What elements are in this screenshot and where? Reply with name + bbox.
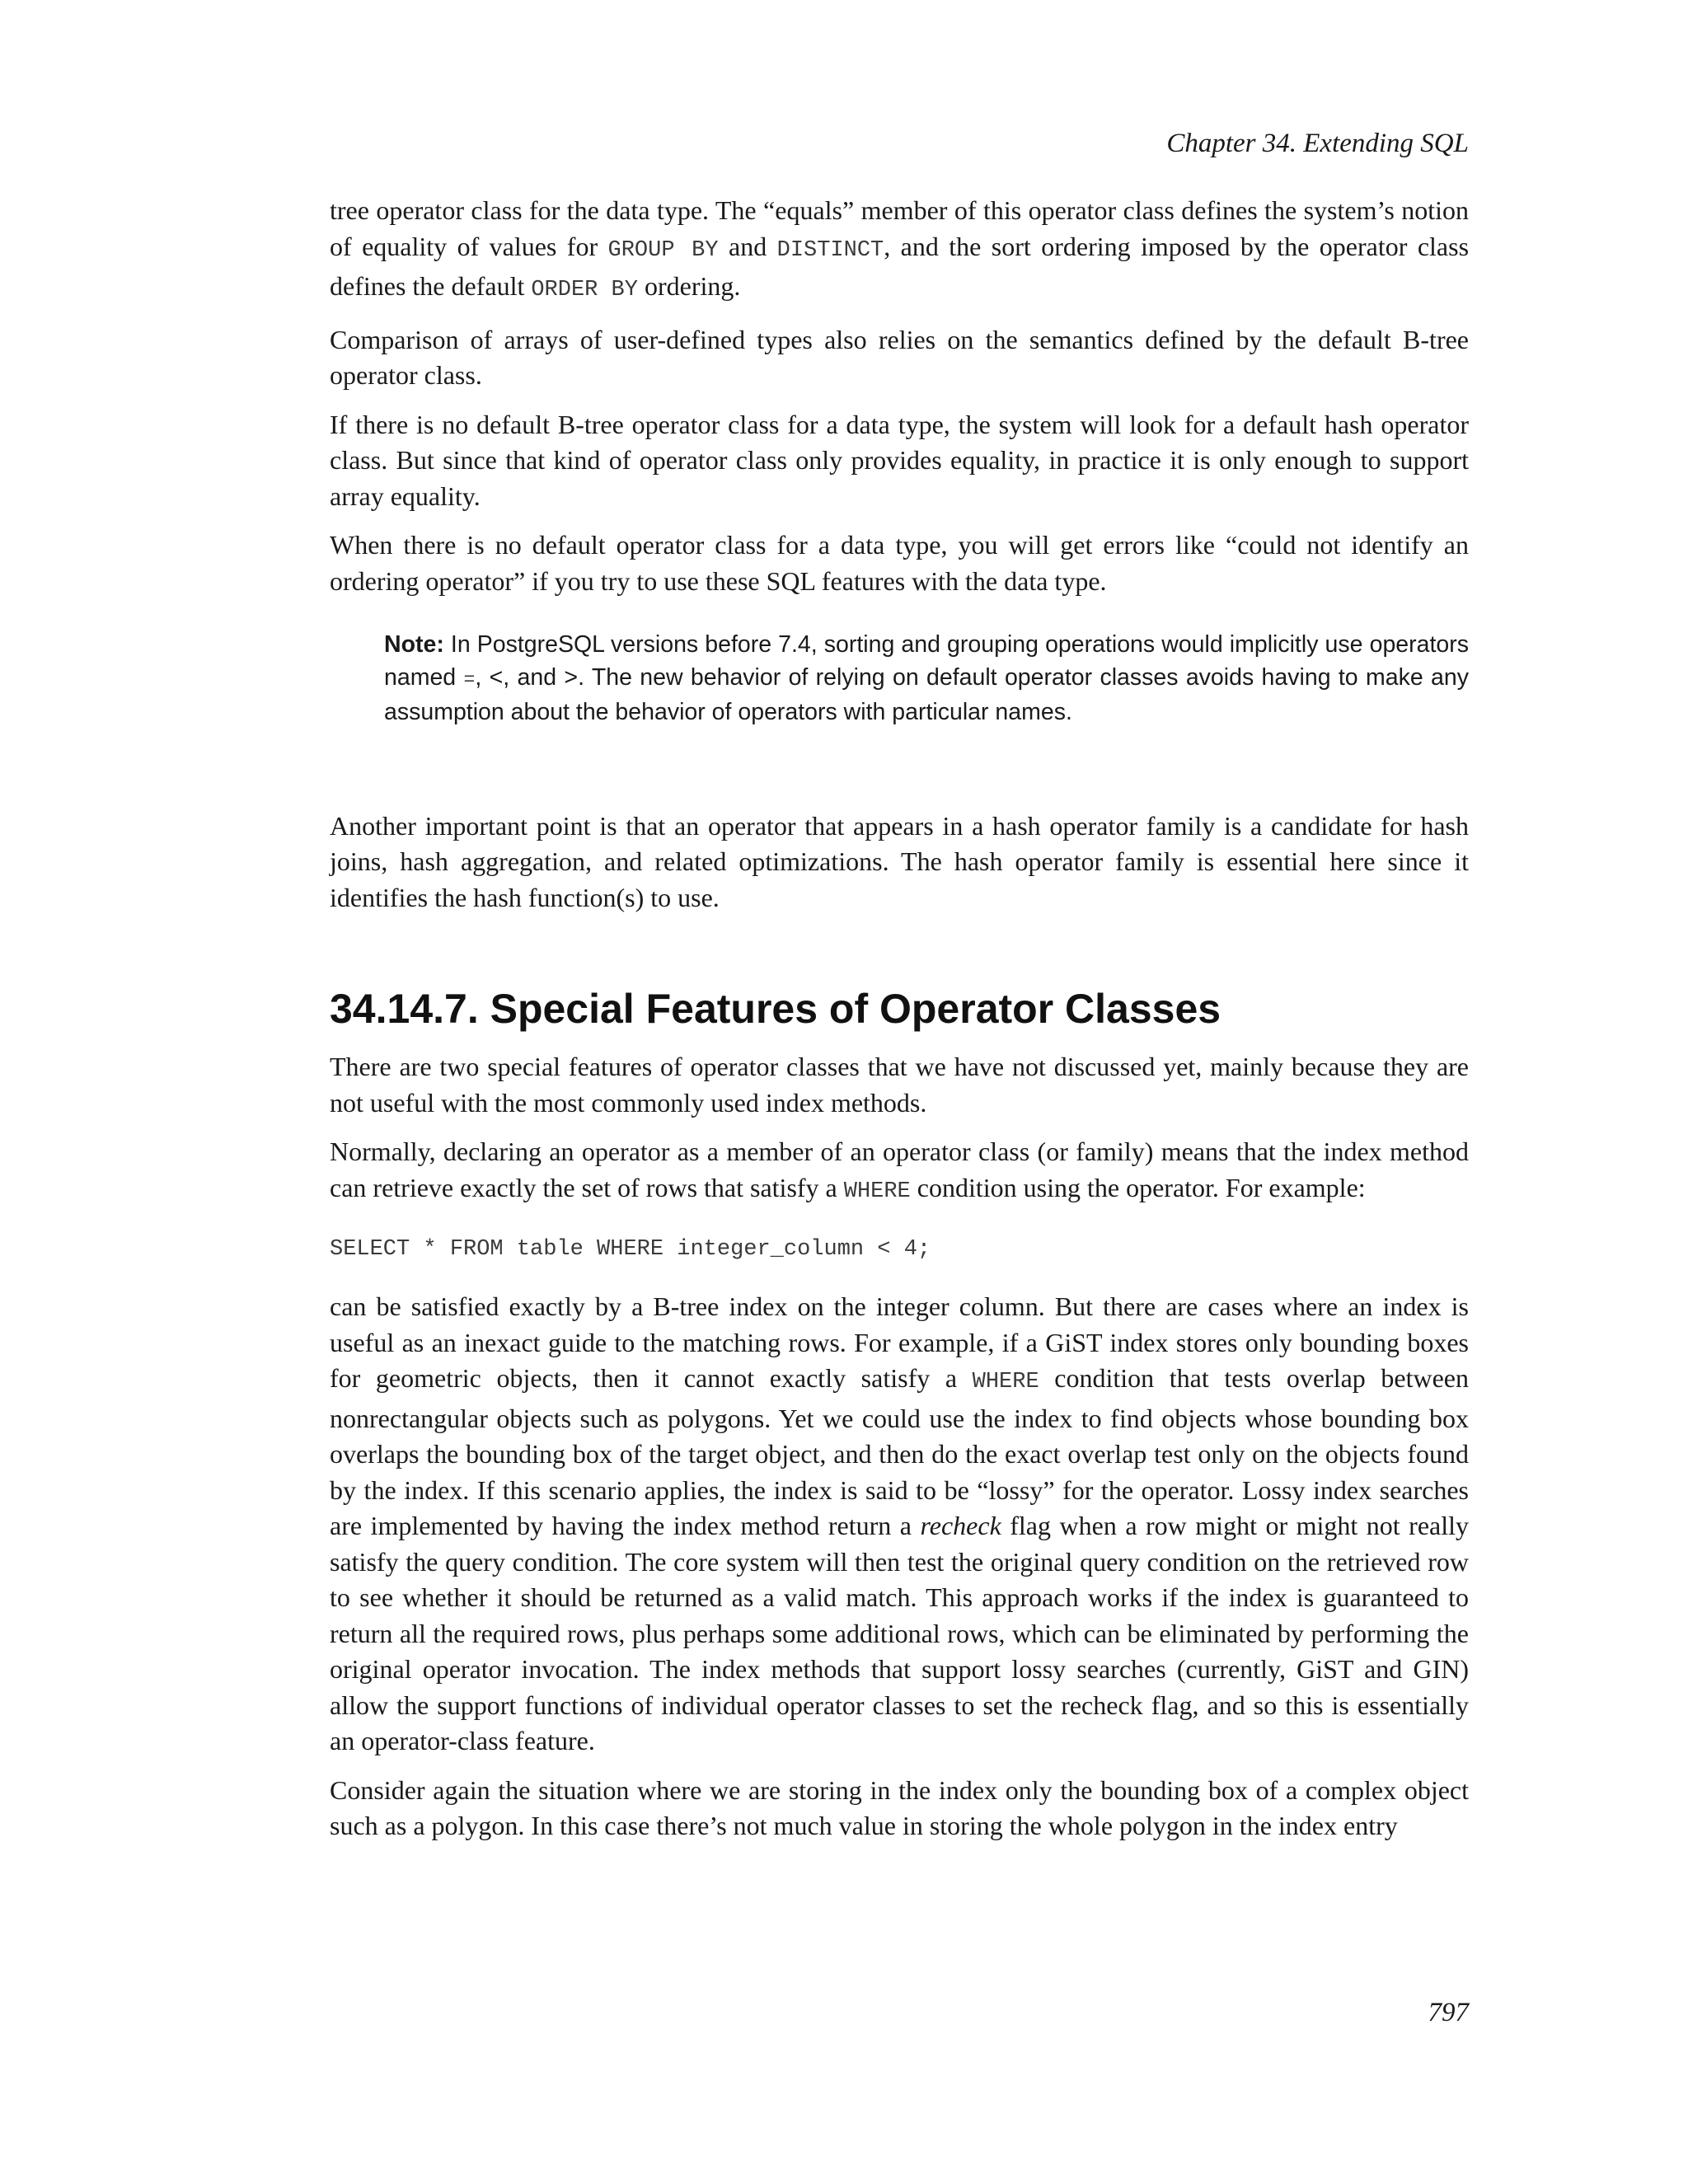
paragraph-bounding-box-storage: Consider again the situation where we are storing in the index only the bounding box of a complex object such as a polygon. In this case there’s not much value in storing the whole polygon in the index entry xyxy=(330,1774,1469,1840)
paragraph-two-special-features: There are two special features of operator classes that we have not discussed yet, mainly because they are not useful with the most commonly used index methods. xyxy=(330,1052,1469,1118)
code-distinct: DISTINCT xyxy=(776,237,884,263)
code-where: WHERE xyxy=(972,1370,1039,1394)
page-number: 797 xyxy=(1428,1998,1469,2027)
running-header: Chapter 34. Extending SQL xyxy=(1166,129,1469,158)
text-run: tree operator class for the data type. The “equals” member of this operator class defines the system’s notion of equality of values for xyxy=(330,195,1469,261)
note-box xyxy=(384,629,1469,729)
text-run: can be satisfied exactly by a B-tree index on the integer column. But there are cases where an index is useful as an inexact guide to the matching rows. For example, if a GiST index stores only bounding boxes for geometric objects, then it cannot exactly satisfy a xyxy=(330,1291,1469,1393)
paragraph-no-default-errors: When there is no default operator class for a data type, you will get errors like “could not identify an ordering operator” if you try to use these SQL features with the data type. xyxy=(330,530,1469,596)
code-order-by: ORDER BY xyxy=(531,278,638,302)
operator-greater-than: > xyxy=(564,663,579,691)
operator-less-than: < xyxy=(489,663,504,691)
text-run: condition using the operator. For example: xyxy=(910,1172,1366,1202)
code-where: WHERE xyxy=(843,1179,911,1204)
operator-equals: = xyxy=(463,668,476,691)
page-body xyxy=(330,193,1469,1858)
section-title: 34.14.7. Special Features of Operator Classes xyxy=(330,986,1221,1032)
text-run: . The new behavior of relying on default operator classes avoids having to make any assumption about the behavior of operators with particular names. xyxy=(384,663,1469,725)
emphasis-recheck: recheck xyxy=(920,1511,1001,1540)
text-run: , and xyxy=(503,663,565,691)
paragraph-hash-fallback: If there is no default B-tree operator class for a data type, the system will look for a default hash operator class. But since that kind of operator class only provides equality, in practice it is only enough to support array equality. xyxy=(330,409,1469,511)
text-run: ordering. xyxy=(637,271,741,301)
spacer xyxy=(330,729,1469,808)
text-run: condition that tests overlap between nonrectangular objects such as polygons. Yet we could use the index to find objects whose bounding box overlaps the bounding box of the target object, and then do the exact overlap test only on the objects found by the index. If this scenario applies, the index is said to be “lossy” for the operator. Lossy index searches are implemented by having the index method return a xyxy=(330,1363,1470,1540)
text-run: flag when a row might or might not really satisfy the query condition. The core system will then test the original query condition on the retrieved row to see whether it should be returned as a valid match. This approach works if the index is guaranteed to return all the required rows, plus perhaps some additional rows, which can be eliminated by performing the original operator invocation. The index methods that support lossy searches (currently, GiST and GIN) allow the support functions of individual operator classes to set the recheck flag, and so this is essentially an operator-class feature. xyxy=(330,1511,1470,1755)
paragraph-index-method-exact xyxy=(330,1134,1469,1210)
paragraph-hash-operator-family: Another important point is that an operator that appears in a hash operator family is a candidate for hash joins, hash aggregation, and related optimizations. The hash operator family is essential here since it identifies the hash function(s) to use. xyxy=(330,810,1469,912)
code-group-by: GROUP BY xyxy=(607,237,719,263)
paragraph-default-btree-continued xyxy=(330,193,1469,309)
text-run: Normally, declaring an operator as a member of an operator class (or family) means that the index method can retrieve exactly the set of rows that satisfy a xyxy=(330,1137,1469,1202)
paragraph-array-comparison: Comparison of arrays of user-defined types also relies on the semantics defined by the default B-tree operator class. xyxy=(330,324,1469,390)
code-example: SELECT * FROM table WHERE integer_column < 4; xyxy=(330,1237,931,1262)
text-run: , and the sort ordering imposed by the operator class defines the default xyxy=(330,231,1470,301)
paragraph-lossy-index xyxy=(330,1289,1469,1760)
text-run: , xyxy=(475,663,490,691)
text-run: and xyxy=(718,231,777,261)
text-run: In PostgreSQL versions before 7.4, sorting and grouping operations would implicitly use operators named xyxy=(384,631,1469,691)
note-label: Note: xyxy=(384,631,444,658)
